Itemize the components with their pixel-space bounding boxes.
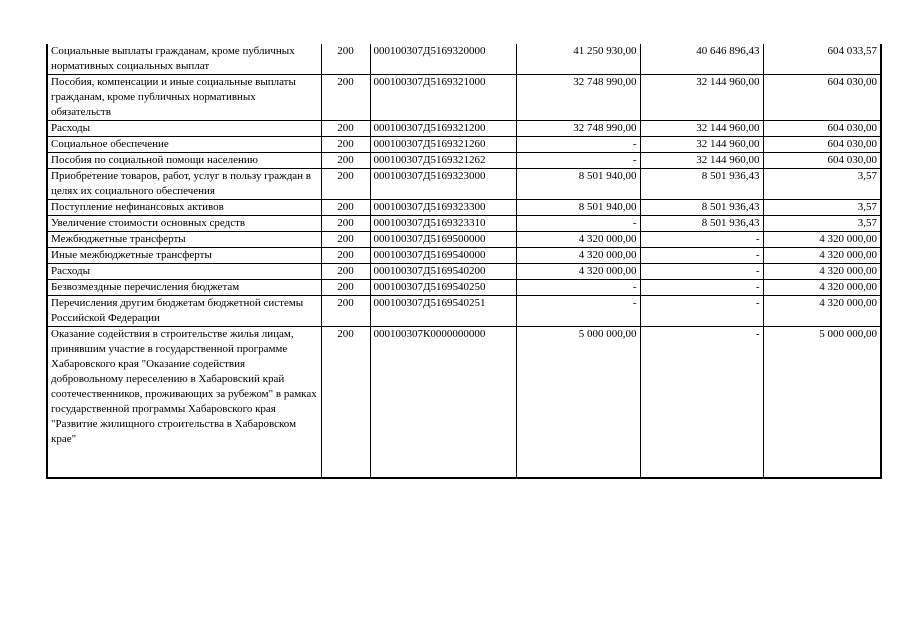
table-row: [47, 232, 881, 248]
row-name: Безвозмездные перечисления бюджетам: [47, 280, 321, 296]
row-executed: -: [640, 327, 763, 479]
row-approved: -: [516, 280, 640, 296]
row-approved: 32 748 990,00: [516, 121, 640, 137]
row-unexecuted: 604 030,00: [763, 137, 881, 153]
row-unexecuted: 4 320 000,00: [763, 248, 881, 264]
row-classifier: 000100307Д5169321200: [370, 121, 516, 137]
row-unexecuted: 3,57: [763, 169, 881, 200]
row-unexecuted: 5 000 000,00: [763, 327, 881, 479]
row-name: Перечисления другим бюджетам бюджетной системы Российской Федерации: [47, 296, 321, 327]
row-approved: -: [516, 296, 640, 327]
table-row: [47, 248, 881, 264]
table-row: [47, 121, 881, 137]
row-executed: 8 501 936,43: [640, 200, 763, 216]
table-row: [47, 44, 881, 75]
row-executed: -: [640, 296, 763, 327]
row-name: Социальные выплаты гражданам, кроме публичных нормативных социальных выплат: [47, 44, 321, 75]
row-name: Пособия, компенсации и иные социальные выплаты гражданам, кроме публичных нормативных обязательств: [47, 75, 321, 121]
row-name: Иные межбюджетные трансферты: [47, 248, 321, 264]
row-code: 200: [321, 137, 370, 153]
table-body: [47, 44, 881, 478]
table-row: [47, 153, 881, 169]
row-classifier: 000100307Д5169321000: [370, 75, 516, 121]
row-name: Пособия по социальной помощи населению: [47, 153, 321, 169]
row-classifier: 000100307Д5169540250: [370, 280, 516, 296]
row-code: 200: [321, 169, 370, 200]
row-classifier: 000100307Д5169540200: [370, 264, 516, 280]
row-approved: 8 501 940,00: [516, 200, 640, 216]
row-unexecuted: 3,57: [763, 216, 881, 232]
row-code: 200: [321, 296, 370, 327]
table-row: [47, 200, 881, 216]
row-approved: 5 000 000,00: [516, 327, 640, 479]
table-row: [47, 327, 881, 479]
row-approved: -: [516, 153, 640, 169]
row-executed: 32 144 960,00: [640, 75, 763, 121]
row-executed: 8 501 936,43: [640, 216, 763, 232]
row-executed: -: [640, 280, 763, 296]
row-approved: 4 320 000,00: [516, 248, 640, 264]
row-unexecuted: 604 030,00: [763, 121, 881, 137]
row-code: 200: [321, 121, 370, 137]
table-row: [47, 280, 881, 296]
row-approved: -: [516, 137, 640, 153]
row-classifier: 000100307Д5169323310: [370, 216, 516, 232]
row-name: Расходы: [47, 264, 321, 280]
row-executed: -: [640, 264, 763, 280]
row-classifier: 000100307Д5169321260: [370, 137, 516, 153]
row-classifier: 000100307К0000000000: [370, 327, 516, 479]
row-classifier: 000100307Д5169323300: [370, 200, 516, 216]
row-code: 200: [321, 44, 370, 75]
row-unexecuted: 4 320 000,00: [763, 280, 881, 296]
row-unexecuted: 3,57: [763, 200, 881, 216]
row-name: Расходы: [47, 121, 321, 137]
row-executed: 8 501 936,43: [640, 169, 763, 200]
table-row: [47, 169, 881, 200]
row-executed: -: [640, 248, 763, 264]
row-code: 200: [321, 75, 370, 121]
row-code: 200: [321, 327, 370, 479]
row-unexecuted: 604 030,00: [763, 153, 881, 169]
row-code: 200: [321, 153, 370, 169]
row-code: 200: [321, 248, 370, 264]
row-name: Увеличение стоимости основных средств: [47, 216, 321, 232]
table-row: [47, 216, 881, 232]
row-code: 200: [321, 264, 370, 280]
row-classifier: 000100307Д5169540251: [370, 296, 516, 327]
row-name: Социальное обеспечение: [47, 137, 321, 153]
row-executed: 40 646 896,43: [640, 44, 763, 75]
row-code: 200: [321, 232, 370, 248]
row-name: Поступление нефинансовых активов: [47, 200, 321, 216]
row-classifier: 000100307Д5169540000: [370, 248, 516, 264]
row-classifier: 000100307Д5169323000: [370, 169, 516, 200]
table-row: [47, 75, 881, 121]
row-approved: 32 748 990,00: [516, 75, 640, 121]
row-code: 200: [321, 216, 370, 232]
row-executed: 32 144 960,00: [640, 121, 763, 137]
row-classifier: 000100307Д5169320000: [370, 44, 516, 75]
row-approved: 41 250 930,00: [516, 44, 640, 75]
row-unexecuted: 604 033,57: [763, 44, 881, 75]
row-approved: -: [516, 216, 640, 232]
row-unexecuted: 604 030,00: [763, 75, 881, 121]
row-executed: 32 144 960,00: [640, 153, 763, 169]
table-row: [47, 264, 881, 280]
row-unexecuted: 4 320 000,00: [763, 264, 881, 280]
row-name: Приобретение товаров, работ, услуг в пользу граждан в целях их социального обеспечения: [47, 169, 321, 200]
row-code: 200: [321, 280, 370, 296]
table-row: [47, 296, 881, 327]
row-executed: 32 144 960,00: [640, 137, 763, 153]
row-classifier: 000100307Д5169321262: [370, 153, 516, 169]
row-approved: 8 501 940,00: [516, 169, 640, 200]
budget-execution-table: [46, 44, 882, 479]
row-name: Межбюджетные трансферты: [47, 232, 321, 248]
row-executed: -: [640, 232, 763, 248]
table-row: [47, 137, 881, 153]
row-approved: 4 320 000,00: [516, 232, 640, 248]
row-approved: 4 320 000,00: [516, 264, 640, 280]
row-code: 200: [321, 200, 370, 216]
row-name: Оказание содействия в строительстве жилья лицам, принявшим участие в государственной программе Хабаровского края "Оказание содействия добровольному переселению в Хабаровский край соотечественников, проживающих за рубежом" в рамках государственной программы Хабаровского края "Развитие жилищного строительства в Хабаровском крае": [47, 327, 321, 479]
row-unexecuted: 4 320 000,00: [763, 296, 881, 327]
row-classifier: 000100307Д5169500000: [370, 232, 516, 248]
row-unexecuted: 4 320 000,00: [763, 232, 881, 248]
